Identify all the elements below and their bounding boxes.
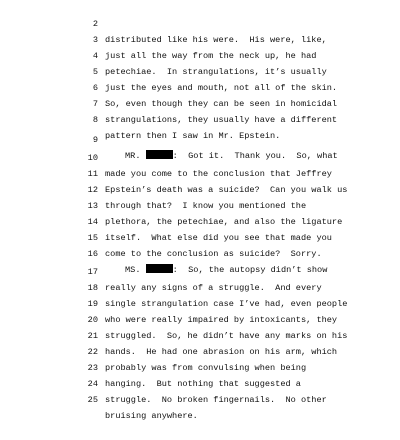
line-number: 16 [87,249,98,259]
line-text: probably was from convulsing when being [105,363,307,373]
line-text: plethora, the petechiae, and also the ligature [105,217,343,227]
line-number: 21 [87,331,98,341]
line-number: 14 [87,217,98,227]
line-text: just the eyes and mouth, not all of the skin. [105,83,338,93]
line-text: through that? I know you mentioned the [105,201,307,211]
line-number: 13 [87,201,98,211]
line-number: 7 [92,99,98,109]
line-number: 10 [87,153,98,163]
line-text: strangulations, they usually have a different [105,115,338,125]
line-text: struggled. So, he didn’t have any marks on his [105,331,348,341]
line-text: really any signs of a struggle. And every [105,283,322,293]
line-text: come to the conclusion as suicide? Sorry. [105,249,322,259]
line-text: struggle. No broken fingernails. No other [105,395,327,405]
line-number: 25 [87,395,98,405]
line-text: hanging. But nothing that suggested a [105,379,301,389]
line-text: : So, the autopsy didn’t show [172,265,328,275]
line-text: So, even though they can be seen in homicidal [105,99,338,109]
line-text: petechiae. In strangulations, it’s usually [105,67,327,77]
line-text: who were really impaired by intoxicants, they [105,315,338,325]
line-number: 9 [92,135,98,145]
line-text: made you come to the conclusion that Jeffrey [105,169,332,179]
transcript-line [0,0,400,45]
line-number: 3 [92,35,98,45]
line-number: 12 [87,185,98,195]
line-text: hands. He had one abrasion on his arm, which [105,347,338,357]
line-number: 4 [92,51,98,61]
line-number: 18 [87,283,98,293]
line-number: 11 [87,169,98,179]
line-number: 6 [92,83,98,93]
line-text: : Got it. Thank you. So, what [172,151,338,161]
line-text: distributed like his were. His were, like, [105,35,327,45]
speaker-label: MR. [125,151,141,161]
line-number: 5 [92,67,98,77]
speaker-label: MS. [125,265,141,275]
line-number: 23 [87,363,98,373]
line-number: 22 [87,347,98,357]
line-number: 8 [92,115,98,125]
line-number: 15 [87,233,98,243]
line-number: 19 [87,299,98,309]
line-number: 17 [87,267,98,277]
line-number: 20 [87,315,98,325]
line-text: Epstein’s death was a suicide? Can you walk us [105,185,348,195]
line-text: just all the way from the neck up, he had [105,51,317,61]
line-text: single strangulation case I’ve had, even people [105,299,348,309]
line-number: 24 [87,379,98,389]
line-number: 2 [92,19,98,29]
line-text: itself. What else did you see that made you [105,233,332,243]
line-text: bruising anywhere. [105,411,198,421]
line-text: pattern then I saw in Mr. Epstein. [105,131,281,141]
